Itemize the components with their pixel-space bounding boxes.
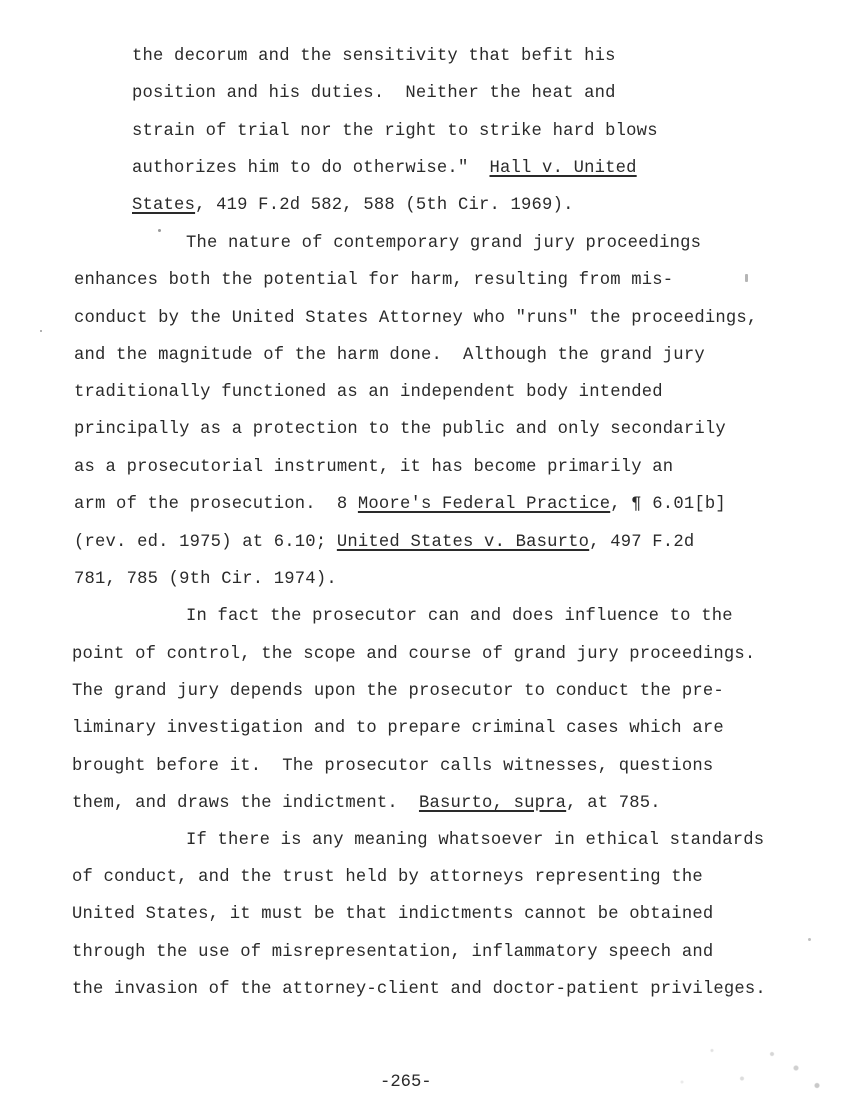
text-line	[74, 382, 663, 404]
text-segment: arm of the prosecution. 8	[74, 495, 358, 514]
text-line	[72, 756, 713, 778]
text-line	[74, 457, 673, 479]
scan-noise	[532, 1026, 832, 1096]
text-segment: 781, 785 (9th Cir. 1974).	[74, 570, 337, 589]
text-line	[132, 46, 616, 68]
text-segment: point of control, the scope and course of grand jury proceedings.	[72, 645, 756, 664]
text-line	[132, 158, 637, 180]
text-segment: and the magnitude of the harm done. Although the grand jury	[74, 346, 705, 365]
text-segment: authorizes him to do otherwise."	[132, 159, 490, 178]
text-line	[72, 718, 724, 740]
text-segment: conduct by the United States Attorney who "runs" the proceedings,	[74, 309, 758, 328]
text-line	[132, 121, 658, 143]
text-line	[186, 233, 701, 255]
citation-underlined: Basurto, supra	[418, 794, 567, 813]
text-line	[72, 979, 766, 1001]
citation-underlined: Moore's Federal Practice	[357, 495, 611, 514]
text-line	[186, 606, 733, 628]
text-line	[132, 195, 574, 217]
text-segment: , 419 F.2d 582, 588 (5th Cir. 1969).	[195, 196, 574, 215]
text-segment: strain of trial nor the right to strike hard blows	[132, 122, 658, 141]
text-segment: The nature of contemporary grand jury proceedings	[186, 234, 702, 253]
text-segment: liminary investigation and to prepare criminal cases which are	[72, 719, 724, 738]
text-line	[74, 494, 726, 516]
text-segment: , at 785.	[566, 794, 661, 813]
text-line	[72, 793, 661, 815]
text-segment: In fact the prosecutor can and does influence to the	[186, 607, 733, 626]
text-line	[74, 419, 726, 441]
text-segment: of conduct, and the trust held by attorneys representing the	[72, 868, 703, 887]
scan-speck	[745, 274, 748, 282]
text-line	[72, 867, 703, 889]
scan-speck	[808, 938, 811, 941]
citation-underlined: United States v. Basurto	[336, 533, 590, 552]
text-segment: them, and draws the indictment.	[72, 794, 419, 813]
citation-underlined: Hall v. United	[489, 159, 637, 178]
text-line	[72, 942, 713, 964]
text-segment: position and his duties. Neither the heat and	[132, 84, 616, 103]
text-segment: , ¶ 6.01[b]	[610, 495, 726, 514]
text-segment: through the use of misrepresentation, inflammatory speech and	[72, 943, 714, 962]
text-segment: principally as a protection to the public and only secondarily	[74, 420, 726, 439]
text-segment: enhances both the potential for harm, resulting from mis-	[74, 271, 674, 290]
text-segment: brought before it. The prosecutor calls witnesses, questions	[72, 757, 714, 776]
text-line	[186, 830, 764, 852]
text-line	[74, 345, 705, 367]
text-line	[74, 532, 694, 554]
text-segment: United States, it must be that indictments cannot be obtained	[72, 905, 714, 924]
text-line	[72, 681, 724, 703]
text-segment: , 497 F.2d	[589, 533, 695, 552]
text-line	[74, 270, 673, 292]
text-segment: The grand jury depends upon the prosecutor to conduct the pre-	[72, 682, 724, 701]
text-segment: the decorum and the sensitivity that befit his	[132, 47, 616, 66]
text-line	[74, 569, 337, 591]
text-segment: If there is any meaning whatsoever in ethical standards	[186, 831, 765, 850]
text-segment: (rev. ed. 1975) at 6.10;	[74, 533, 337, 552]
text-line	[72, 644, 755, 666]
text-segment: traditionally functioned as an independent body intended	[74, 383, 663, 402]
page-number: -265-	[380, 1073, 432, 1092]
text-line	[132, 83, 616, 105]
citation-underlined: States	[132, 196, 196, 215]
scan-speck	[158, 229, 161, 232]
text-segment: as a prosecutorial instrument, it has become primarily an	[74, 458, 674, 477]
text-segment: the invasion of the attorney-client and doctor-patient privileges.	[72, 980, 766, 999]
text-line	[72, 904, 713, 926]
text-line	[74, 308, 757, 330]
scan-speck	[40, 330, 42, 332]
